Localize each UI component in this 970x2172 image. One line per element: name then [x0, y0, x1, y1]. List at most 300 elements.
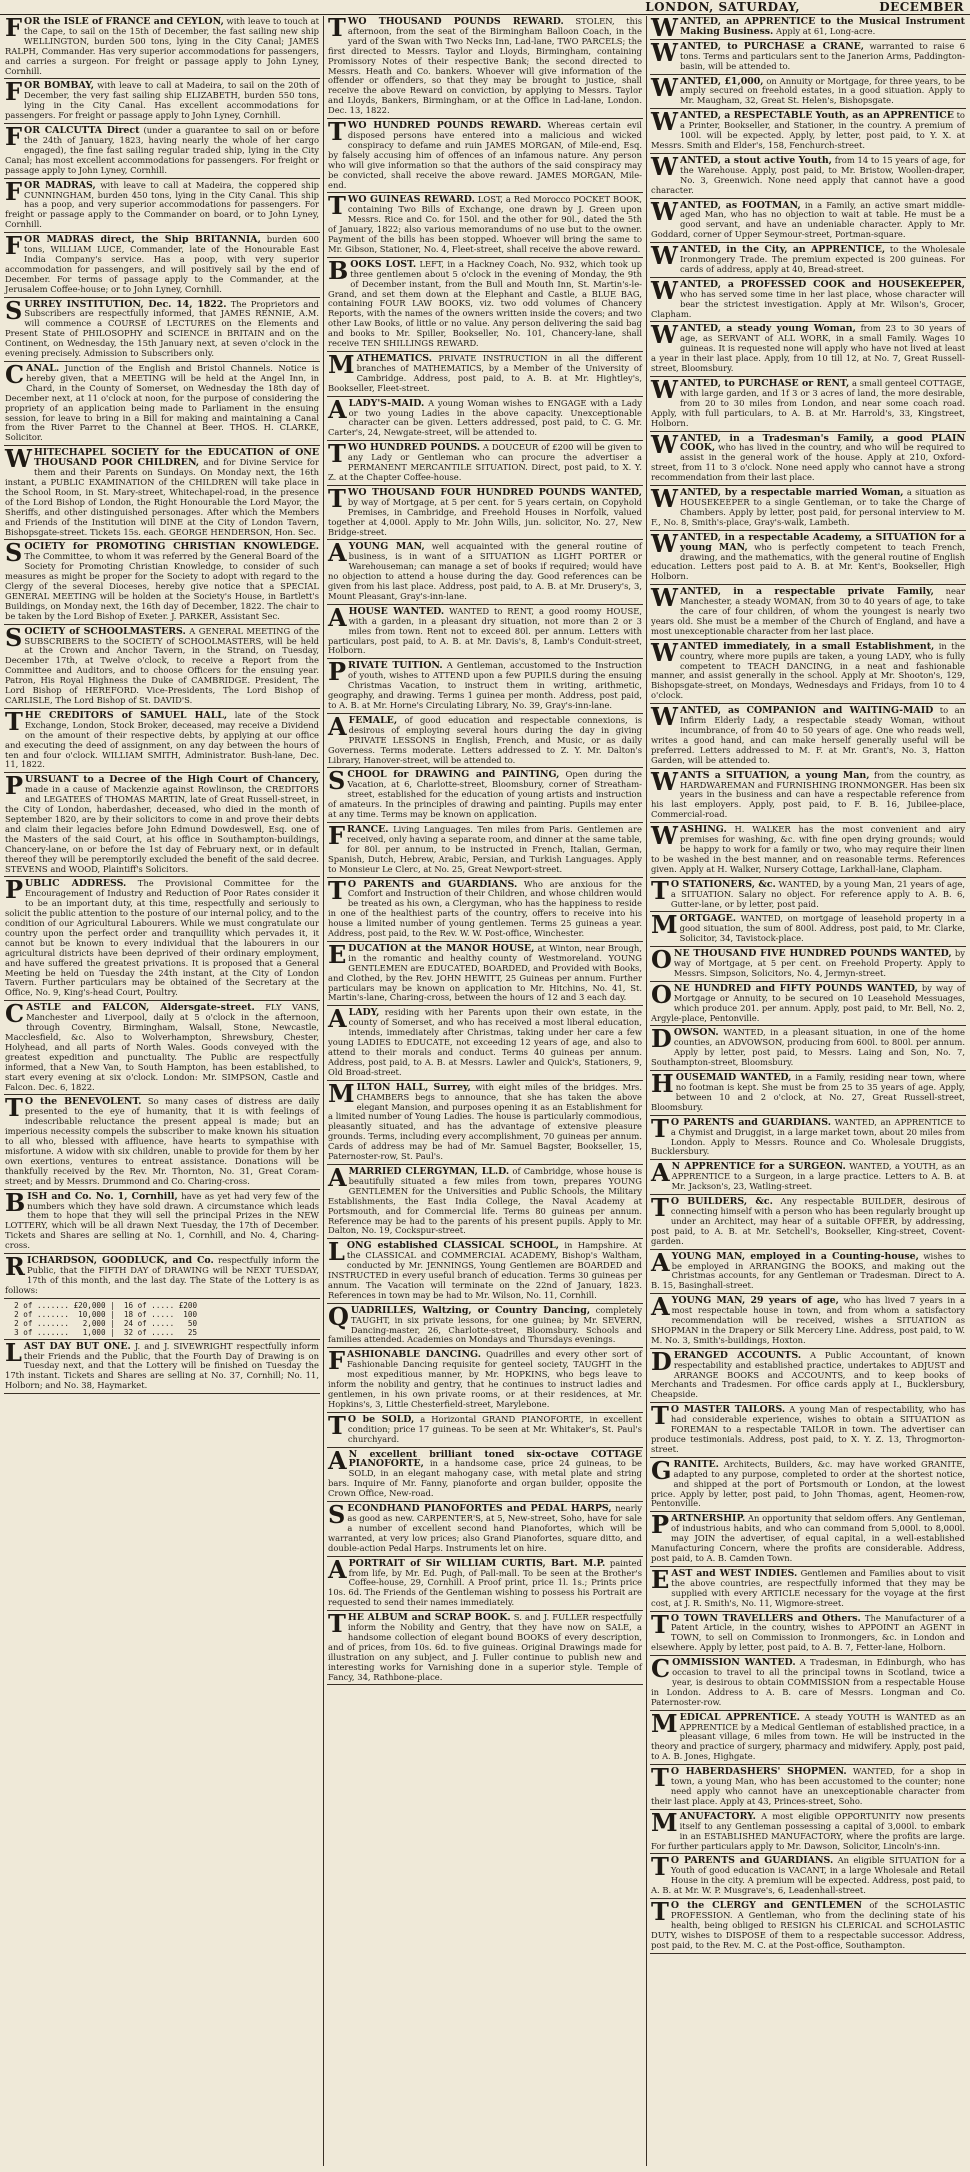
- advertisement: [327, 1078, 643, 1165]
- advertisement-heading: ASHIONABLE DANCING.: [347, 1349, 481, 1361]
- advertisement-text: [328, 483, 642, 538]
- advertisement: [327, 939, 643, 1006]
- advertisement-text: [5, 999, 319, 1092]
- advertisement-heading: O the BENEVOLENT.: [24, 1096, 142, 1108]
- advertisement-heading: MARRIED CLERGYMAN, LL.D.: [348, 1165, 510, 1177]
- advertisement: [4, 77, 320, 124]
- advertisement-heading: N excellent brilliant toned six-octave COTTAGE PIANOFORTE,: [348, 1448, 642, 1470]
- drop-cap: W: [651, 702, 678, 732]
- advertisement-text: [651, 1247, 965, 1292]
- advertisement-body: nearly as good as new. CARPENTER'S, at 5, New-street, Soho, have for sale a number of excellent second hand Pianofortes, which will be warranted, at very low prices; also Grand Pianofortes, square ditto, and double-action Pedal Harps. Instruments let on hire.: [328, 1503, 642, 1553]
- drop-cap: E: [328, 939, 347, 969]
- advertisement-body: from 23 to 30 years of age, as SERVANT of ALL WORK, in a small Family. Wages 10 guineas. It is requested none will apply who have not lived at least a year in their last place. Apply, from 10 till 12, at No. 7, Great Russell-street, Bloomsbury.: [651, 323, 965, 374]
- drop-cap: W: [651, 766, 678, 796]
- advertisement-heading: ANTED, in a respectable Academy, a SITUATION for a young MAN,: [679, 531, 965, 553]
- advertisement: [4, 999, 320, 1095]
- advertisement-heading: AST and WEST INDIES.: [671, 1567, 798, 1579]
- advertisement-text: [651, 766, 965, 821]
- advertisement-body: of the SCHOLASTIC PROFESSION. A Gentleman, who from the declining state of his health, being obliged to RESIGN his CLERICAL and SCHOLASTIC DUTY, wishes to DISPOSE of them to a respectable successor. Address, post paid, to the Rev. M. C. at the Post-office, Southampton.: [651, 1900, 965, 1950]
- advertisement-body: late of the Stock Exchange, London, Stock Broker, deceased, may receive a Dividend on the amount of their respective debts, by applying at our office and executing the deed of assignment, on any day between the hours of ten and four o'clock. WILLIAM SMITH, Administrator. Bush-lane, Dec. 11, 1822.: [5, 709, 319, 770]
- advertisement-body: respectfully inform the Public, that the FIFTH DAY of DRAWING will be NEXT TUESDAY, 17th of this month, and the last day. The State of the Lottery is as follows:: [5, 1255, 319, 1295]
- advertisement-body: well acquainted with the general routine of business, is in want of a SITUATION as LIGHT PORTER or Warehouseman; can manage a set of books if required; would have no objection to attend a house during the day. Good references can be given from his last place. Address, post paid, to A. B. at Mr. Drusery's, 3, Mount Pleasant, Gray's-inn-lane.: [328, 541, 642, 601]
- advertisement-heading: AST DAY BUT ONE.: [23, 1340, 131, 1352]
- advertisement-body: from the country, as HARDWAREMAN and FURNISHING IRONMONGER. Has been six years in the business and can have a respectable reference from his last employers. Apply, post paid, to F. B. 16, Jubilee-place, Commercial-road.: [651, 769, 965, 820]
- drop-cap: W: [651, 484, 678, 514]
- drop-cap: W: [651, 241, 678, 271]
- advertisement-text: [328, 191, 642, 254]
- drop-cap: A: [328, 394, 347, 424]
- advertisement-heading: YOUNG MAN, employed in a Counting-house,: [671, 1250, 919, 1262]
- advertisement: [327, 1445, 643, 1503]
- advertisement-body: to the Wholesale Ironmongery Trade. The premium expected is 200 guineas. For cards of address, apply at 40, Bread-street.: [679, 244, 965, 274]
- drop-cap: T: [5, 1093, 23, 1123]
- advertisement-text: [328, 1445, 642, 1500]
- advertisement-heading: ANTED, a stout active Youth,: [679, 154, 832, 166]
- advertisement-body: WANTED, for a shop in town, a young Man, who has been accustomed to the counter; none need apply who cannot have an unexceptionable character from their last place. Apply at 43, Princes-street, Soho.: [651, 1766, 965, 1806]
- advertisement-body: (under a guarantee to sail on or before the 24th of January, 1823, having nearly the whole of her cargo engaged), the fine fast sailing regular traded ship, lying in the City Canal; has most excellent accommodations for passengers. For freight or passage apply to John Lyney, Cornhill.: [5, 125, 319, 175]
- drop-cap: F: [5, 77, 23, 107]
- advertisement-heading: YOUNG MAN, 29 years of age,: [671, 1295, 839, 1307]
- advertisement-body: LEFT, in a Hackney Coach, No. 932, which took up three gentlemen about 5 o'clock in the evening of Monday, the 9th of December instant, from the Bull and Mouth Inn, St. Martin's-le-Grand, and set them down at the Elephant and Castle, a BLUE BAG, containing FOUR LAW BOOKS, viz. two odd volumes of Chancery Reports, with the names of the owners written inside the covers; and two other Law Books, of little or no value. Any person delivering the said bag and books to Mr. Spiller, Bookseller, No. 101, Chancery-lane, shall receive TEN SHILLINGS REWARD.: [328, 258, 642, 349]
- drop-cap: L: [5, 1337, 22, 1367]
- advertisement-body: Architects, Builders, &c. may have worked GRANITE, adapted to any purpose, completed to order at the shortest notice, and shipped at the port of Portsmouth or London, at the lowest price. Apply by letter, post paid, to John Thomas, agent, Heomen-row, Pentonville.: [651, 1458, 965, 1509]
- advertisement-heading: N APPRENTICE for a SURGEON.: [671, 1161, 846, 1173]
- prize-table: 2 of ....... £20,000 | 16 of ..... £200 2 of ....... 10,000 | 18 of ..... 100 2 of ....... 2,000 | 24 of ..... 50 3 of ....... 1,000 | 32 of ..... 25: [14, 1300, 198, 1337]
- advertisement-heading: OOKS LOST.: [350, 258, 417, 270]
- advertisement-body: with eight miles of the bridges. Mrs. CHAMBERS begs to announce, that she has taken the above elegant Mansion, and purposes opening it as an Establishment for a limited number of Young Ladies. The house is particularly commodious, pleasantly situated, and has the advantage of extensive pleasure grounds. Terms, including every accomplishment, 70 guineas per annum. Cards of address may be had of Mr. Samuel Bagster, Bookseller, 15, Paternoster-row, St. Paul's.: [328, 1081, 642, 1162]
- advertisement-text: [651, 275, 965, 320]
- advertisement-body: An eligible SITUATION for a Youth of good education is VACANT, in a large Wholesale and Retail House in the city. A premium will be expected. Address, post paid, to A. B. at Mr. W. P. Musgrave's, 6, Leadenhall-street.: [651, 1855, 965, 1896]
- advertisement-text: [328, 1554, 642, 1609]
- advertisement-body: in Hampshire. At the CLASSICAL and COMMERCIAL ACADEMY, Bishop's Waltham, conducted by Mr. JENNINGS, Young Gentlemen are BOARDED and INSTRUCTED in every useful branch of education. Terms 30 guineas per annum. The Vacation will terminate on the 22nd of January, 1823. References in town may be had to Mr. Wilson, No. 11, Cornhill.: [328, 1240, 642, 1300]
- drop-cap: M: [328, 350, 355, 379]
- advertisement-body: Apply at 61, Long-acre.: [775, 25, 876, 36]
- advertisement-text: [651, 1292, 965, 1346]
- advertisement-heading: OCIETY for PROMOTING CHRISTIAN KNOWLEDGE.: [24, 541, 319, 553]
- advertisement-text: [5, 622, 319, 706]
- advertisement-heading: OR MADRAS direct, the Ship BRITANNIA,: [24, 234, 261, 246]
- advertisement-text: [651, 1158, 966, 1192]
- advertisement-heading: ARTNERSHIP.: [671, 1513, 746, 1525]
- advertisement-heading: ANTED, as FOOTMAN,: [679, 199, 801, 211]
- advertisement-body: Any respectable BUILDER, desirous of connecting himself with a person who has been regularly brought up under an Architect, may hear of a suitable OFFER, by addressing, post paid, to A. B. at Mr. Setchell's, Bookseller, King-street, Covent-garden.: [651, 1196, 966, 1246]
- advertisement: [650, 429, 966, 487]
- advertisement: [650, 320, 966, 377]
- column-3: [650, 16, 966, 2166]
- advertisement: [650, 1609, 966, 1657]
- advertisement-text: [328, 1078, 642, 1162]
- advertisement-text: [5, 77, 319, 121]
- advertisement-body: Gentlemen and Families about to visit the above countries, are respectfully informed that they may be supplied with every ARTICLE necessary for the voyage at the first cost, at J. R. Smith's, No. 11, Wigmore-street.: [651, 1567, 965, 1608]
- drop-cap: A: [328, 1445, 347, 1475]
- drop-cap: T: [328, 439, 346, 469]
- advertisement-heading: ORTGAGE.: [679, 913, 737, 925]
- advertisement-body: a Horizontal GRAND PIANOFORTE, in excellent condition; price 17 guineas. To be seen at Mr. Whitaker's, St. Paul's churchyard.: [347, 1413, 642, 1444]
- advertisement-heading: URSUANT to a Decree of the High Court of Chancery,: [25, 774, 319, 786]
- advertisement-text: [651, 1654, 965, 1708]
- drop-cap: L: [328, 1237, 345, 1267]
- drop-cap: M: [651, 910, 678, 940]
- advertisement-heading: OCIETY of SCHOOLMASTERS.: [24, 625, 186, 637]
- advertisement-text: [651, 1069, 965, 1113]
- advertisement: [650, 1564, 966, 1612]
- drop-cap: G: [651, 1455, 672, 1485]
- advertisement: [650, 766, 966, 824]
- advertisement-heading: ILTON HALL, Surrey,: [356, 1081, 471, 1093]
- advertisement: [327, 820, 643, 878]
- drop-cap: W: [651, 72, 678, 102]
- advertisement: [327, 875, 643, 942]
- advertisement-text: [5, 706, 319, 770]
- advertisement-text: [651, 1708, 965, 1763]
- advertisement-heading: OR CALCUTTA Direct: [24, 125, 140, 137]
- advertisement: [650, 979, 966, 1027]
- drop-cap: O: [651, 979, 672, 1009]
- advertisement-heading: ANTS a SITUATION, a young Man,: [679, 769, 870, 781]
- masthead-date: DECEMBER: [879, 0, 964, 14]
- advertisement-body: with leave to call at Madeira, to sail on the 20th of December, the very fast sailing ship ELIZABETH, burden 550 tons, lying in the City Canal. Has excellent accommodations for passengers. For freight or passage apply to John Lyney, Cornhill.: [5, 80, 319, 121]
- advertisement-text: [651, 528, 965, 583]
- advertisement: [327, 1237, 643, 1303]
- advertisement-text: [651, 375, 965, 429]
- advertisement: [650, 875, 966, 913]
- advertisement-heading: ANTED, a RESPECTABLE Youth, as an APPRENTICE: [679, 110, 954, 122]
- advertisement-text: [328, 820, 642, 875]
- advertisement: [327, 483, 643, 541]
- advertisement: [650, 1158, 966, 1195]
- advertisement: [327, 16, 643, 119]
- advertisement: [650, 1807, 966, 1855]
- advertisement-heading: O PARENTS and GUARDIANS.: [670, 1855, 834, 1867]
- advertisement-text: [651, 1346, 965, 1401]
- advertisement-heading: ONG established CLASSICAL SCHOOL,: [346, 1240, 560, 1252]
- advertisement-body: made in a cause of Mackenzie against Rowlinson, the CREDITORS and LEGATEES of THOMAS MARTIN, late of Great Russell-street, in the City of London, haberdasher, deceased, who died in the month of September 1820, are by their solicitors to come in and prove their debts and claim their legacies before John Edmund Dowdeswell, Esq. one of the Masters of the said Court, at his office in Southampton-buildings, Chancery-lane, on or before the 1st day of February next, or in default thereof they will be peremptorily excluded the benefit of the said decree. STEVENS and WOOD, Plaintiff's Solicitors.: [5, 784, 319, 874]
- advertisement-heading: ANTED, a PROFESSED COOK and HOUSEKEEPER,: [679, 278, 965, 290]
- advertisement-text: [651, 945, 965, 979]
- advertisement-heading: WO THOUSAND POUNDS REWARD.: [347, 16, 564, 27]
- advertisement-text: [5, 1093, 319, 1186]
- advertisement-body: warranted to raise 6 tons. Terms and particulars sent to the Janerion Arms, Paddington-basin, will be attended to.: [679, 40, 965, 71]
- column-divider: [323, 16, 324, 2166]
- advertisement-body: Junction of the English and Bristol Channels. Notice is hereby given, that a MEETING will be held at the Angel Inn, in Chard, in the County of Somerset, on Wednesday the 18th day of December next, at 11 o'clock at noon, for the purpose of considering the propriety of an application being made to Parliament in the ensuing session, for leave to bring in a Bill for making and maintaining a Canal from the River Parret to the Channel at Beer. THOS. H. CLARKE, Solicitor.: [5, 363, 319, 443]
- advertisement: [327, 439, 643, 486]
- advertisement-body: The Proprietors and Subscribers are respectfully informed, that JAMES RENNIE, A.M. will commence a COURSE of LECTURES on the Elements and Present State of PHILOSOPHY and SCIENCE in BRITAIN and on the Continent, on Wednesday, the 15th January next, at seven o'clock in the evening precisely. Admission to Subscribers only.: [5, 298, 319, 359]
- advertisement: [650, 1852, 966, 1899]
- advertisement-text: [5, 17, 319, 76]
- advertisement-heading: O the CLERGY and GENTLEMEN: [670, 1900, 862, 1912]
- advertisement: [4, 444, 320, 540]
- drop-cap: E: [651, 1564, 670, 1594]
- advertisement-heading: WO HUNDRED POUNDS REWARD.: [347, 120, 542, 132]
- drop-cap: R: [5, 1252, 25, 1282]
- advertisement: [650, 821, 966, 878]
- advertisement-body: and for Divine Service for them and their Parents on Sundays. On Monday next, the 16th instant, a PUBLIC EXAMINATION of the CHILDREN will take place in the School Room, in St. Mary-street, Whitechapel-road, in the presence of the Lord Bishop of London, the Right Honourable the Lord Mayor, the Sheriffs, and other distinguished personages. After which the Members and Friends of the Institution will DINE at the City of London Tavern, Bishopsgate-street. Tickets 15s. each. GEORGE HENDERSON, Hon. Sec.: [5, 457, 319, 537]
- advertisement-heading: O PARENTS and GUARDIANS.: [670, 1116, 831, 1128]
- advertisement-text: [651, 702, 965, 765]
- advertisement: [650, 16, 966, 40]
- advertisement: [650, 1763, 966, 1810]
- drop-cap: W: [651, 320, 678, 350]
- drop-cap: W: [651, 196, 678, 226]
- advertisement-text: [328, 1004, 642, 1077]
- advertisement: [650, 275, 966, 323]
- advertisement: [650, 1247, 966, 1295]
- advertisement-text: [651, 151, 966, 196]
- drop-cap: S: [328, 766, 346, 796]
- advertisement-heading: RIVATE TUITION.: [348, 660, 443, 672]
- advertisement-heading: ASTLE and FALCON, Aldersgate-street.: [26, 1002, 255, 1014]
- advertisement-heading: ANTED, in a Tradesman's Family, a good PLAIN COOK,: [679, 432, 965, 454]
- advertisement-heading: HOUSE WANTED.: [348, 605, 445, 617]
- drop-cap: T: [651, 1193, 669, 1223]
- advertisement-body: A young Woman wishes to ENGAGE with a Lady or two young Ladies in the above capacity. Unexceptionable character can be given. Letters addressed, post paid, to C. G. Mr. Carter's, 24, Newgate-street, will be attended to.: [328, 397, 642, 438]
- advertisement-heading: WO HUNDRED POUNDS.: [347, 442, 481, 454]
- advertisement-text: [651, 1193, 966, 1247]
- advertisement-text: [328, 1609, 642, 1682]
- advertisement-heading: ANTED, an APPRENTICE to the Musical Instrument Making Business.: [679, 16, 965, 37]
- drop-cap: Q: [328, 1301, 349, 1331]
- advertisement-text: [328, 538, 642, 601]
- advertisement: [650, 1510, 966, 1567]
- advertisement-heading: UBLIC ADDRESS.: [25, 878, 127, 890]
- advertisement-body: The Committee, to whom it was referred by the General Board of the Society for Promoting Christian Knowledge, to consider of such measures as might be proper for the Society to adopt with regard to the Clergy of the several Dioceses, hereby give notice that a SPECIAL GENERAL MEETING will be holden at the Society's House, in Bartlett's Buildings, on Monday next, the 16th day of December, 1822. The chair to be taken by the Lord Bishop of Exeter. J. PARKER, Assistant Sec.: [5, 551, 319, 621]
- drop-cap: P: [5, 875, 24, 905]
- advertisement-heading: CHOOL for DRAWING and PAINTING,: [347, 769, 560, 781]
- advertisement-text: [5, 1337, 319, 1392]
- drop-cap: F: [328, 820, 346, 850]
- advertisement: [650, 528, 966, 586]
- advertisement-text: [651, 1852, 965, 1896]
- drop-cap: T: [328, 875, 346, 905]
- advertisement-text: [328, 1162, 642, 1236]
- advertisement-body: burden 600 tons, WILLIAM LUCE, Commander, late of the Honourable East India Company's service. Has a poop, with very superior accommodation for passengers, and will positively sail by the end of December. For terms of passage apply to the Commander, at the Jerusalem Coffee-house; or to John Lyney, Cornhill.: [5, 234, 319, 294]
- advertisement-heading: O PARENTS and GUARDIANS.: [347, 878, 518, 890]
- advertisement: [327, 394, 643, 442]
- advertisement-body: J. and J. SIVEWRIGHT respectfully inform their Friends and the Public, that the Fourth Day of Drawing is on Tuesday next, and that the Lottery will be finished on Tuesday the 17th instant. Tickets and Shares are selling at No. 37, Cornhill; No. 11, Holborn; and No. 38, Haymarket.: [5, 1340, 319, 1391]
- advertisement-text: [328, 350, 643, 394]
- advertisement: [650, 583, 966, 640]
- advertisement: [4, 538, 320, 624]
- advertisement-heading: ANTED, in the City, an APPRENTICE,: [679, 244, 886, 256]
- advertisement-body: So many cases of distress are daily presented to the eye of humanity, that it is with feelings of indescribable reluctance the present appeal is made; but an imperious necessity compels the subscriber to make known his situation to all who, blessed with affluence, have hearts to sympathise with misfortune. A widow with six children, unable to provide for them by her own exertions, ventures to entreat assistance. Donations will be thankfully received by the Rev. Mr. Thornton, No. 31, Great Coram-street; and by Messrs. Drummond and Co. Charing-cross.: [5, 1096, 319, 1186]
- advertisement-body: wishes to be employed in ARRANGING the BOOKS, and making out the Christmas accounts, for any Gentleman or Tradesman. Direct to A. B. 15, Basinghall-street.: [651, 1250, 965, 1291]
- advertisement-text: [651, 1609, 965, 1654]
- advertisement-text: [328, 117, 642, 190]
- advertisement-body: Living Languages. Ten miles from Paris. Gentlemen are received, only having a separate room, and dinner at the same table, for 80l. per annum, to be instructed in French, Italian, German, Spanish, Dutch, Hebrew, Arabic, Persian, and Turkish Languages. Apply to Monsieur Le Clerc, at No. 25, Great Newport-street.: [328, 823, 642, 874]
- advertisement-body: A young Man of respectability, who has had considerable experience, wishes to obtain a SITUATION as FOREMAN to a respectable TAILOR in town. The advertiser can produce testimonials. Address, post paid, to X. Y. Z. 13, Throgmorton-street.: [651, 1404, 965, 1454]
- drop-cap: W: [651, 821, 678, 851]
- advertisement: [650, 151, 966, 199]
- advertisement-body: LOST, a Red Morocco POCKET BOOK, containing Two Bills of Exchange, one drawn by J. Green upon Messrs. Rice and Co. for 150l. and the other for 90l., dated the 5th of January, 1822; also various memorandums of no use but to the owner. Payment of the bills has been stopped. Whoever will bring the same to Mr. Gibson, Stationer, No. 4, Fleet-street, shall receive the above reward.: [328, 194, 642, 254]
- advertisement: [4, 875, 320, 1001]
- drop-cap: W: [651, 375, 678, 404]
- advertisement-body: by way of Mortgage, at 5 per cent. for 5 years certain, on Copyhold Premises, in Cambridge, and Freehold Houses in Norfolk, valued together at 4,000l. Apply to Mr. John Wills, jun. solicitor, No. 27, New Bridge-street.: [328, 496, 642, 537]
- advertisement-heading: ANAL.: [26, 363, 60, 374]
- advertisement-body: who has lived in the country, and who will be required to assist in the general work of the house. Apply at 210, Oxford-street, from 11 to 3 o'clock. None need apply who cannot have a strong recommendation from their last place.: [651, 442, 965, 483]
- column-2: [327, 16, 643, 2166]
- advertisement-heading: ANTED, by a respectable married Woman,: [679, 487, 904, 499]
- masthead-rule: [0, 14, 970, 15]
- advertisement-text: [5, 1252, 319, 1296]
- advertisement-heading: EDICAL APPRENTICE.: [679, 1711, 800, 1723]
- advertisement: [4, 231, 320, 297]
- advertisement-body: WANTED to RENT, a good roomy HOUSE, with a garden, in a pleasant dry situation, not more than 2 or 3 miles from town. Rent not to exceed 80l. per annum. Letters with particulars, post paid, to A. B. at Mr. Davis's, 8, Lamb's Conduit-street, Holborn.: [328, 605, 642, 656]
- column-divider: [646, 16, 647, 2166]
- advertisement: [650, 910, 966, 947]
- drop-cap: T: [651, 1852, 669, 1882]
- advertisement-heading: ERANGED ACCOUNTS.: [673, 1349, 802, 1361]
- drop-cap: T: [651, 1401, 669, 1431]
- advertisement-heading: UADRILLES, Waltzing, or Country Dancing,: [350, 1304, 591, 1316]
- advertisement-body: residing with her Parents upon their own estate, in the county of Somerset, and who has received a most liberal education, intends, immediately after Christmas, taking under her care a few young LADIES to EDUCATE, not exceeding 12 years of age, and also to attend to their morals and conduct. Terms 40 guineas per annum. Address, post paid, to A. B. at Messrs. Lawler and Quick's, Stationers, 9, Old Broad-street.: [328, 1007, 642, 1077]
- advertisement-body: The Provisional Committee for the Encouragement of Industry and Reduction of Poor Rates consider it to be an important duty, at this time, respectfully and seriously to solicit the public attention to the posture of our internal policy, and to the condition of our Agricultural Labourers. While we must congratulate our country upon the perfect order and tranquillity which pervades it, it cannot but be known to every individual that the labourers in our agricultural districts have been deprived of their ordinary employment, and have suffered the greatest privations. It is proposed that a General Meeting be held on Tuesday the 24th instant, at the City of London Tavern. Further particulars may be obtained of the Secretary at the Office, No. 9, King's-head Court, Poultry.: [5, 878, 319, 998]
- advertisement-body: who is perfectly competent to teach French, drawing, and the mathematics, with the general routine of English education. Letters post paid to A. B. at Mr. Kent's, Bookseller, High Holborn.: [651, 541, 965, 582]
- advertisement-text: [651, 1763, 965, 1807]
- advertisement-body: to an Infirm Elderly Lady, a respectable steady Woman, without incumbrance, of from 40 to 50 years of age. One who reads well, writes a good hand, and can make herself generally useful will be preferred. Letters addressed to M. F. at Mr. Grant's, No. 3, Hatton Garden, will be attended to.: [651, 705, 965, 765]
- advertisement-body: to a Printer, Bookseller, and Stationer, in the country. A premium of 100l. will be expected. Apply, by letter, post paid, to Y. X. at Messrs. Smith and Elder's, 158, Fenchurch-street.: [651, 110, 965, 150]
- drop-cap: T: [651, 875, 669, 905]
- advertisement-body: Open during the Vacation, at 6, Charlotte-street, Bloomsbury, corner of Streatham-street, established for the education of young artists and instruction of amateurs. In the principles of drawing and painting. Pupils may enter at any time. Terms may be known on application.: [328, 769, 642, 820]
- advertisement-text: [651, 910, 965, 944]
- advertisement-body: on Annuity or Mortgage, for three years, to be amply secured on freehold estates, in a good situation. Apply to Mr. Maugham, 32, Great St. Helen's, Bishopsgate.: [679, 75, 965, 106]
- advertisement-heading: OR MADRAS,: [24, 179, 96, 191]
- drop-cap: S: [5, 622, 23, 652]
- advertisement: [4, 1300, 320, 1340]
- advertisement: [4, 360, 320, 446]
- advertisement-body: have as yet had very few of the numbers which they have sold drawn. A circumstance which leads them to hope that they will sell the principal Prizes in the NEW LOTTERY, which will be all drawn Next Tuesday, the 17th of December. Tickets and Shares are selling at No. 1, Cornhill, and No. 4, Charing-cross.: [5, 1190, 319, 1251]
- advertisement-heading: RANCE.: [347, 823, 389, 835]
- advertisement: [327, 1004, 643, 1080]
- advertisement-text: [328, 1346, 642, 1409]
- advertisement-body: The Manufacturer of a Patent Article, in the country, wishes to APPOINT an AGENT in TOWN, to sell on Commission to Ironmongers, &c. in London and elsewhere. Apply by letter, post paid, to A. B. 7, Fetter-lane, Holborn.: [651, 1612, 965, 1653]
- advertisement-heading: ANTED, to PURCHASE or RENT,: [679, 378, 850, 389]
- advertisement-body: A Public Accountant, of known respectability and established practice, undertakes to ADJUST and ARRANGE BOOKS and ACCOUNTS, and to keep books of Merchants and Tradesmen. For office cards apply at I., Bucklersbury, Cheapside.: [651, 1349, 965, 1400]
- advertisement-body: WANTED, on mortgage of leasehold property in a good situation, the sum of 800l. Address, post paid, to Mr. Clarke, Solicitor, 34, Tavistock-place.: [679, 913, 965, 944]
- advertisement: [327, 1500, 643, 1557]
- advertisement: [650, 1024, 966, 1071]
- drop-cap: P: [651, 1510, 670, 1540]
- advertisement-body: FLY VANS, Manchester and Liverpool, daily at 5 o'clock in the afternoon, through Coventry, Birmingham, Walsall, Stone, Newcastle, Macclesfield, &c. Also to Wolverhampton, Shrewsbury, Chester, Holyhead, and all parts of North Wales. Goods conveyed with the greatest expedition and punctuality. The Public are respectfully informed, that a New Van, to South Hampton, has been established, to start every evening at six o'clock. London: Mr. SIMPSON, Castle and Falcon. Dec. 6, 1822.: [5, 1002, 319, 1092]
- drop-cap: A: [328, 1554, 347, 1584]
- advertisement: [4, 771, 320, 877]
- advertisement-heading: LADY'S-MAID.: [348, 397, 425, 409]
- advertisement: [650, 1113, 966, 1161]
- drop-cap: T: [328, 191, 346, 221]
- drop-cap: D: [651, 1024, 672, 1054]
- advertisement: [327, 1410, 643, 1448]
- advertisement: [327, 191, 643, 257]
- advertisement: [4, 295, 320, 362]
- advertisement-heading: ATHEMATICS.: [356, 353, 432, 364]
- advertisement: [327, 657, 643, 714]
- drop-cap: T: [651, 1113, 669, 1143]
- advertisement: [327, 538, 643, 604]
- drop-cap: A: [651, 1158, 670, 1188]
- advertisement: [4, 122, 320, 179]
- advertisement-heading: URREY INSTITUTION, Dec. 14, 1822.: [24, 298, 227, 310]
- advertisement-text: [651, 107, 965, 151]
- advertisement-text: [5, 771, 319, 874]
- advertisement-body: near Manchester, a steady WOMAN, from 30 to 40 years of age, to take the care of four children, of whom the youngest is nearly two years old. She must be a member of the Church of England, and have a most unexceptionable character from her last place.: [651, 586, 965, 636]
- advertisement-text: [5, 176, 319, 231]
- advertisement-heading: HE ALBUM and SCRAP BOOK.: [347, 1612, 511, 1624]
- advertisement-heading: ANTED, a steady young Woman,: [679, 323, 856, 335]
- advertisement: [650, 1708, 966, 1766]
- advertisement: [327, 117, 643, 193]
- advertisement-text: [651, 196, 965, 241]
- advertisement-heading: OR the ISLE of FRANCE and CEYLON,: [24, 16, 224, 27]
- advertisement-text: [5, 1187, 319, 1251]
- advertisement-body: painted from life, by Mr. Ed. Pugh, of Pall-mall. To be seen at the Brother's Coffee-house, 29, Cornhill. A Proof print, price 1l. 1s.; Prints price 10s. 6d. The Friends of the Gentleman wishing to possess his Portrait are requested to send their names immediately.: [328, 1557, 642, 1608]
- advertisement-text: [328, 1410, 642, 1445]
- advertisement: [327, 1346, 643, 1412]
- advertisement-body: in a Family, residing near town, where no footman is kept. She must be from 25 to 35 years of age. Apply, between 10 and 2 o'clock, at No. 27, Great Russell-street, Bloomsbury.: [651, 1072, 965, 1112]
- advertisement-heading: ASHING.: [679, 824, 727, 836]
- advertisement-text: [328, 255, 642, 349]
- drop-cap: A: [651, 1247, 670, 1277]
- advertisement: [650, 637, 966, 704]
- drop-cap: T: [651, 1897, 669, 1927]
- advertisement: [4, 1093, 320, 1189]
- advertisement-text: [5, 295, 319, 359]
- advertisement-text: [5, 360, 319, 443]
- advertisement: [327, 602, 643, 660]
- advertisement: [327, 1554, 643, 1612]
- advertisement-text: [5, 231, 319, 294]
- advertisement: [327, 1162, 643, 1239]
- advertisement-text: [328, 394, 642, 439]
- advertisement-text: [651, 429, 965, 484]
- advertisement-text: [328, 602, 642, 657]
- advertisement-body: at Winton, near Brough, in the romantic and healthy county of Westmoreland. YOUNG GENTLEMEN are EDUCATED, BOARDED, and Provided with Books, and Clothed, by the Rev. JOHN HEWITT, 25 Guineas per annum. Further particulars may be known on application to Mr. Hitchins, No. 41, St. Martin's-lane, Charing-cross, between the hours of 12 and 3 each day.: [328, 942, 642, 1003]
- advertisement-body: by way of Mortgage or Annuity, to be secured on 10 Leasehold Messuages, which produce 201. per annum. Apply, post paid, to Mr. Bell, No. 2, Argyle-place, Pentonville.: [651, 982, 965, 1023]
- advertisement-body: who has lived 7 years in a most respectable house in town, and from whom a satisfactory recommendation will be received, wishes a SITUATION as SHOPMAN in the Drapery or Silk Mercery Line. Address, post paid, to W. M. No. 3, Smith's-buildings, Hoxton.: [651, 1295, 965, 1345]
- advertisement-body: with leave to call at Madeira, the coppered ship CUNNINGHAM, burden 450 tons, lying in the City Canal. This ship has a poop, and very superior accommodations for passengers. For freight or passage apply to the Commander on board, or to John Lyney, Cornhill.: [5, 179, 319, 230]
- advertisement-body: A DOUCEUR of £200 will be given to any Lady or Gentleman who can procure the advertiser a PERMANENT MERCANTILE SITUATION. Direct, post paid, to X. Y. Z. at the Chapter Coffee-house.: [328, 442, 642, 482]
- advertisement-body: Whereas certain evil disposed persons have entered into a malicious and wicked conspiracy to defame and ruin JAMES MORGAN, of Mile-end, Esq. by falsely accusing him of offences of an infamous nature. Any person who will give information so that the authors of the said conspiracy may be convicted, shall receive the above reward. JAMES MORGAN, Mile-end.: [328, 120, 642, 190]
- advertisement-heading: O STATIONERS, &c.: [670, 878, 776, 890]
- advertisement-heading: ANTED, in a respectable private Family,: [679, 586, 934, 598]
- advertisement-heading: O be SOLD,: [347, 1413, 415, 1425]
- advertisement-body: Quadrilles and every other sort of Fashionable Dancing requisite for genteel society, TAUGHT in the most expeditious manner, by Mr. HOPKINS, who begs leave to inform the nobility and gentry, that he continues to instruct ladies and gentlemen, in his own private rooms, or at their residences, at Mr. Hopkins's, 3, Little Chesterfield-street, Marylebone.: [328, 1349, 642, 1409]
- advertisement-heading: OMMISSION WANTED.: [672, 1657, 796, 1669]
- drop-cap: M: [651, 1807, 678, 1837]
- advertisement-text: [651, 821, 965, 875]
- drop-cap: T: [328, 117, 346, 147]
- advertisement-heading: NE HUNDRED and FIFTY POUNDS WANTED,: [673, 982, 918, 994]
- advertisement-text: [651, 1455, 965, 1510]
- advertisement-text: [651, 37, 965, 72]
- drop-cap: T: [328, 16, 346, 42]
- advertisement-body: PRIVATE INSTRUCTION in all the different branches of MATHEMATICS, by a Member of the University of Cambridge. Address, post paid, to A. B. at Mr. Hightley's, Bookseller, Fleet-street.: [328, 353, 643, 393]
- drop-cap: F: [328, 1346, 346, 1376]
- advertisement-body: WANTED, a YOUTH, as an APPRENTICE to a Surgeon, in a large practice. Letters to A. B. at Mr. Jackson's, 23, Watling-street.: [671, 1161, 966, 1192]
- advertisement-heading: OR BOMBAY,: [24, 80, 94, 92]
- drop-cap: W: [651, 583, 678, 613]
- drop-cap: T: [651, 1763, 669, 1793]
- advertisement-text: [651, 1564, 965, 1609]
- advertisement-body: S. and J. FULLER respectfully inform the Nobility and Gentry, that they have now on SALE, a handsome collection of elegant bound BOOKS of every description, and of prices, from 10s. 6d. to five guineas. Original Drawings made for illustration on any subject, and J. Fuller continue to publish new and interesting works for Varnishing done in a superior style. Temple of Fancy, 34, Rathbone-place.: [328, 1612, 642, 1682]
- drop-cap: O: [651, 945, 672, 975]
- advertisement: [650, 1654, 966, 1711]
- drop-cap: T: [5, 706, 23, 736]
- advertisement-text: [328, 766, 642, 820]
- advertisement-text: [651, 1897, 965, 1951]
- advertisement-heading: LADY,: [348, 1007, 380, 1019]
- advertisement-body: A GENERAL MEETING of the SUBSCRIBERS to the SOCIETY of SCHOOLMASTERS, will be held at the Crown and Anchor Tavern, in the Strand, on Tuesday, December 17th, at Twelve o'clock, to receive a Report from the Committee and Auditors, and to choose Officers for the ensuing year. Patron, His Royal Highness the Duke of CAMBRIDGE. President, The Lord Bishop of HEREFORD. Vice-Presidents, The Lord Bishop of CARLISLE, The Lord Bishop of St. DAVID'S.: [5, 625, 319, 705]
- advertisement: [650, 1193, 966, 1250]
- advertisement-text: [651, 1510, 965, 1564]
